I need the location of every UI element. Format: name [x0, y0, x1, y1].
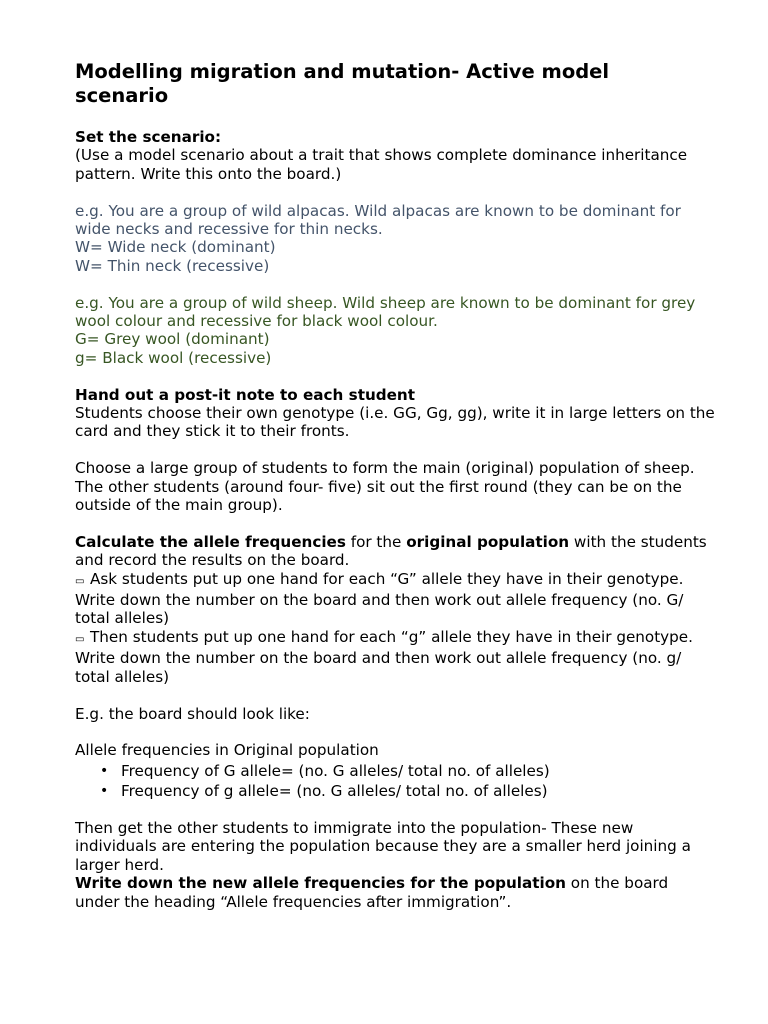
example-sheep-text: e.g. You are a group of wild sheep. Wild sheep are known to be dominant for grey wool colour and recessive for black wool colour.	[75, 293, 696, 331]
calculate-paragraph	[75, 533, 715, 570]
example-sheep-line2: g= Black wool (recessive)	[75, 348, 272, 367]
calculate-bold: Calculate the allele frequencies	[75, 532, 346, 551]
example-sheep-line1: G= Grey wool (dominant)	[75, 330, 270, 349]
step-1-text: Ask students put up one hand for each “G” allele they have in their genotype. Write down the number on the board and then work out allele frequency (no. G/ total alleles)	[75, 569, 684, 628]
calculate-rest: with the students and record the results on the board.	[75, 532, 707, 570]
list-item	[75, 762, 715, 780]
frequency-list	[75, 762, 715, 801]
step-2-text: Then students put up one hand for each “g” allele they have in their genotype. Write down the number on the board and then work out allele frequency (no. g/ total alleles)	[75, 627, 693, 686]
immigration-text: Then get the other students to immigrate into the population- These new individuals are entering the population because they are a smaller herd joining a larger herd.	[75, 818, 691, 874]
set-scenario-instruction: (Use a model scenario about a trait that shows complete dominance inheritance pattern. Write this onto the board.)	[75, 146, 688, 183]
set-scenario-heading: Set the scenario:	[75, 128, 222, 146]
step-marker-icon: ▭	[75, 575, 85, 587]
example-alpacas	[75, 202, 715, 276]
example-alpacas-text: e.g. You are a group of wild alpacas. Wild alpacas are known to be dominant for wide necks and recessive for thin necks.	[75, 201, 681, 239]
step-2	[75, 628, 715, 686]
step-marker-icon: ▭	[75, 633, 85, 645]
calculate-mid: for the	[345, 532, 407, 551]
bullet-icon: •	[100, 783, 109, 800]
step-1	[75, 570, 715, 628]
immigration-instruction	[75, 874, 715, 911]
other-group-text: The other students (around four- five) sit out the first round (they can be on the outside of the main group).	[75, 477, 682, 515]
document-body	[75, 60, 715, 911]
example-alpacas-line1: W= Wide neck (dominant)	[75, 238, 276, 257]
example-alpacas-line2: W= Thin neck (recessive)	[75, 256, 270, 275]
post-it-text: Students choose their own genotype (i.e. GG, Gg, gg), write it in large letters on the card and they stick it to their fronts.	[75, 404, 715, 441]
frequency-g-text: Frequency of G allele= (no. G alleles/ total no. of alleles)	[121, 761, 550, 780]
board-intro: E.g. the board should look like:	[75, 704, 310, 723]
board-heading: Allele frequencies in Original population	[75, 741, 379, 760]
main-group-text: Choose a large group of students to form the main (original) population of sheep.	[75, 459, 695, 478]
document-title: Modelling migration and mutation- Active model scenario	[75, 60, 610, 107]
original-population-bold: original population	[406, 532, 570, 551]
example-sheep	[75, 294, 715, 368]
frequency-small-g-text: Frequency of g allele= (no. G alleles/ total no. of alleles)	[121, 782, 548, 801]
bullet-icon: •	[100, 762, 109, 779]
immigration-bold: Write down the new allele frequencies for the population	[75, 874, 566, 893]
immigration-rest: on the board under the heading “Allele frequencies after immigration”.	[75, 874, 669, 911]
list-item	[75, 782, 715, 800]
post-it-heading: Hand out a post-it note to each student	[75, 385, 416, 404]
